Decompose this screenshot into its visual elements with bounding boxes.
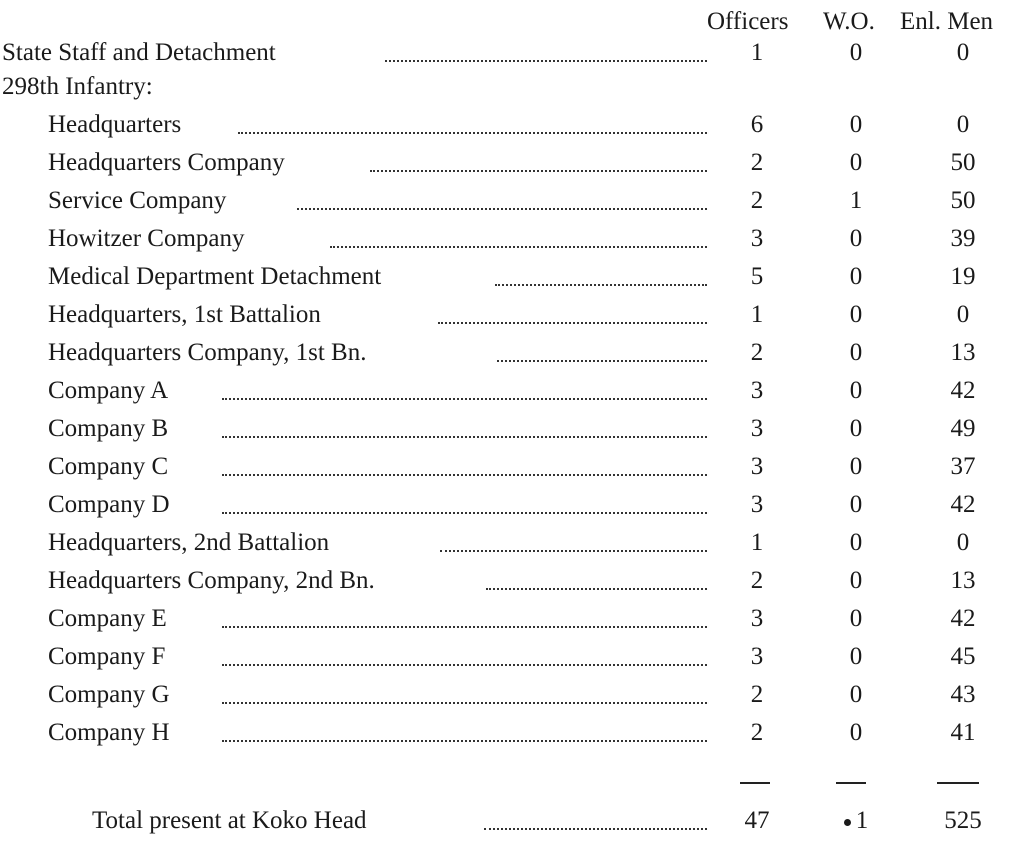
cell-officers: 2 — [750, 567, 764, 594]
row-label: Company B — [48, 415, 169, 442]
dot-leader — [484, 828, 707, 830]
section-heading: 298th Infantry: — [2, 73, 153, 100]
cell-wo: 0 — [849, 529, 863, 556]
cell-enlisted: 0 — [956, 529, 970, 556]
cell-wo: 0 — [849, 719, 863, 746]
dot-leader — [222, 626, 707, 628]
table-row — [0, 376, 1024, 414]
dot-leader — [238, 132, 707, 134]
sum-rule-enlisted — [937, 782, 979, 784]
row-label: Company C — [48, 453, 169, 480]
header-enlisted-men: Enl. Men — [900, 8, 994, 35]
table-row — [0, 186, 1024, 224]
table-row — [0, 414, 1024, 452]
cell-wo: 0 — [849, 39, 863, 66]
cell-officers: 3 — [750, 377, 764, 404]
total-label: Total present at Koko Head — [92, 807, 367, 834]
cell-enlisted: 50 — [950, 187, 976, 214]
dot-leader — [495, 284, 707, 286]
cell-wo: 0 — [849, 567, 863, 594]
row-label: Headquarters Company — [48, 149, 285, 176]
table-row — [0, 338, 1024, 376]
dot-leader — [440, 550, 707, 552]
row-label: Headquarters, 1st Battalion — [48, 301, 321, 328]
cell-officers: 3 — [750, 225, 764, 252]
table-row — [0, 224, 1024, 262]
dot-leader — [385, 60, 707, 62]
cell-officers: 2 — [750, 719, 764, 746]
row-label: Headquarters Company, 2nd Bn. — [48, 567, 375, 594]
cell-officers: 2 — [750, 339, 764, 366]
row-label: Company H — [48, 719, 170, 746]
table-row — [0, 110, 1024, 148]
cell-enlisted: 50 — [950, 149, 976, 176]
cell-officers: 3 — [750, 491, 764, 518]
dot-leader — [222, 436, 707, 438]
row-label: Company E — [48, 605, 167, 632]
cell-enlisted: 39 — [950, 225, 976, 252]
sum-rule-officers — [740, 782, 770, 784]
table-row — [0, 262, 1024, 300]
table-row — [0, 604, 1024, 642]
row-label: Company G — [48, 681, 170, 708]
cell-officers: 3 — [750, 605, 764, 632]
table-row — [0, 642, 1024, 680]
cell-officers: 1 — [750, 39, 764, 66]
cell-wo: 0 — [849, 415, 863, 442]
cell-enlisted: 37 — [950, 453, 976, 480]
cell-enlisted: 0 — [956, 111, 970, 138]
cell-wo: 0 — [849, 263, 863, 290]
cell-wo: 0 — [849, 491, 863, 518]
section-heading-row — [0, 72, 1024, 110]
header-officers: Officers — [707, 8, 789, 35]
total-enlisted: 525 — [944, 807, 982, 834]
total-wo: 1 — [855, 807, 869, 834]
cell-enlisted: 43 — [950, 681, 976, 708]
cell-wo: 0 — [849, 605, 863, 632]
cell-officers: 1 — [750, 301, 764, 328]
row-label: Company D — [48, 491, 170, 518]
row-label: Howitzer Company — [48, 225, 245, 252]
row-label: Headquarters Company, 1st Bn. — [48, 339, 367, 366]
row-label: Medical Department Detachment — [48, 263, 382, 290]
dot-leader — [222, 702, 707, 704]
table-row — [0, 566, 1024, 604]
table-row — [0, 528, 1024, 566]
cell-enlisted: 13 — [950, 567, 976, 594]
total-row — [0, 806, 1024, 844]
row-label: Company A — [48, 377, 169, 404]
cell-enlisted: 42 — [950, 605, 976, 632]
row-label: State Staff and Detachment — [2, 39, 276, 66]
cell-enlisted: 49 — [950, 415, 976, 442]
row-label: Company F — [48, 643, 166, 670]
cell-enlisted: 42 — [950, 491, 976, 518]
cell-officers: 5 — [750, 263, 764, 290]
dot-leader — [222, 740, 707, 742]
cell-wo: 0 — [849, 643, 863, 670]
dot-leader — [222, 474, 707, 476]
cell-enlisted: 42 — [950, 377, 976, 404]
dot-leader — [330, 246, 707, 248]
cell-enlisted: 45 — [950, 643, 976, 670]
cell-wo: 1 — [849, 187, 863, 214]
dot-leader — [222, 512, 707, 514]
total-officers: 47 — [744, 807, 770, 834]
cell-officers: 6 — [750, 111, 764, 138]
cell-officers: 2 — [750, 187, 764, 214]
cell-wo: 0 — [849, 111, 863, 138]
table-row — [0, 452, 1024, 490]
cell-officers: 3 — [750, 453, 764, 480]
cell-officers: 2 — [750, 681, 764, 708]
cell-enlisted: 19 — [950, 263, 976, 290]
table-row — [0, 300, 1024, 338]
table-row — [0, 148, 1024, 186]
row-label: Headquarters — [48, 111, 182, 138]
cell-wo: 0 — [849, 149, 863, 176]
cell-wo: 0 — [849, 225, 863, 252]
cell-wo: 0 — [849, 339, 863, 366]
dot-leader — [222, 398, 707, 400]
row-label: Service Company — [48, 187, 227, 214]
total-wo-cell — [826, 806, 886, 836]
table-row — [0, 38, 1024, 76]
cell-enlisted: 41 — [950, 719, 976, 746]
cell-officers: 3 — [750, 643, 764, 670]
cell-wo: 0 — [849, 681, 863, 708]
cell-officers: 3 — [750, 415, 764, 442]
dot-leader — [438, 322, 707, 324]
table-row — [0, 718, 1024, 756]
dot-leader — [497, 360, 707, 362]
cell-wo: 0 — [849, 301, 863, 328]
table-row — [0, 680, 1024, 718]
row-label: Headquarters, 2nd Battalion — [48, 529, 330, 556]
cell-enlisted: 0 — [956, 39, 970, 66]
cell-wo: 0 — [849, 377, 863, 404]
cell-wo: 0 — [849, 453, 863, 480]
sum-rule-wo — [836, 782, 866, 784]
dot-leader — [486, 588, 707, 590]
cell-enlisted: 13 — [950, 339, 976, 366]
cell-officers: 1 — [750, 529, 764, 556]
dot-leader — [222, 664, 707, 666]
table-row — [0, 490, 1024, 528]
bullet-mark — [844, 819, 851, 826]
dot-leader — [297, 208, 707, 210]
header-warrant-officers: W.O. — [823, 8, 875, 35]
cell-officers: 2 — [750, 149, 764, 176]
cell-enlisted: 0 — [956, 301, 970, 328]
dot-leader — [370, 170, 707, 172]
